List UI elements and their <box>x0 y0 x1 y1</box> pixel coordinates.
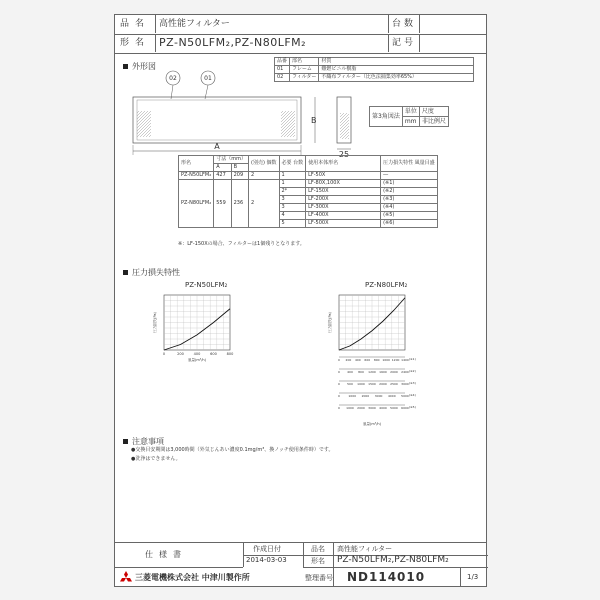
x-axis-label: 風量(m³/h) <box>363 422 381 426</box>
dim-depth-label: 25 <box>338 150 350 159</box>
dim-cell: (※5) <box>381 212 438 220</box>
scale-tick-label: 5000 <box>390 406 398 410</box>
model-value: PZ-N50LFM₂,PZ-N80LFM₂ <box>159 36 307 49</box>
dim-cell: 2* <box>279 188 306 196</box>
dim-cell: 236 <box>231 180 248 228</box>
dim-cell: LF-300X <box>306 204 381 212</box>
scale-tick-label: 0 <box>338 406 340 410</box>
spec-sheet <box>114 14 487 587</box>
dim-cell: 2 <box>249 172 280 180</box>
x-tick-label: 400 <box>193 352 201 356</box>
sign-label: 記号 <box>388 34 420 52</box>
note-line: ●洗浄はできません。 <box>131 456 181 462</box>
scale-tick-label: 1600 <box>379 370 387 374</box>
scale-tick-label: 600 <box>364 358 371 362</box>
scale-tick-label: 400 <box>347 370 353 374</box>
dim-cell: 4 <box>279 212 306 220</box>
pressure-heading <box>123 267 180 278</box>
scale-tick-label: 500 <box>347 382 353 386</box>
dim-cell: 1 <box>279 172 306 180</box>
date-value: 2014-03-03 <box>246 556 287 564</box>
spec-label: 仕様書 <box>145 550 187 559</box>
parts-cell: 難燃ビニル樹脂 <box>319 66 474 74</box>
scale-tick-label: 2000 <box>361 394 370 398</box>
scale-tick-label: 4000 <box>387 394 396 398</box>
scale-tick-label: 4000 <box>379 406 387 410</box>
outline-title: 外形図 <box>132 62 156 71</box>
dim-cell: (※6) <box>381 220 438 228</box>
scale-tick-label: 400 <box>354 358 361 362</box>
dim-a-label: A <box>214 142 220 151</box>
scale-tick-label: 3000 <box>401 382 409 386</box>
dim-b-label: B <box>311 116 317 125</box>
mitsubishi-logo-icon <box>119 571 133 584</box>
y-axis-label: 圧力損失(Pa) <box>153 312 157 333</box>
table-note: ※：LF-150Xの場合、フィルターは1個残りとなります。 <box>178 241 305 247</box>
scale-tick-label: 800 <box>373 358 380 362</box>
scale-tag: (※1) <box>409 357 416 361</box>
dim-cell: PZ-N80LFM₂ <box>179 180 214 228</box>
scale-tick-label: 0 <box>338 394 340 398</box>
dim-cell: 1 <box>279 180 306 188</box>
dim-cell: 209 <box>231 172 248 180</box>
parts-header: 部名 <box>290 58 319 66</box>
name-label: 品名 <box>115 15 156 33</box>
dim-cell: (※3) <box>381 196 438 204</box>
scale-tick-label: 800 <box>358 370 364 374</box>
scale-tick-label: 2000 <box>379 382 387 386</box>
ref-value: ND114010 <box>347 570 426 584</box>
model-label: 形名 <box>115 34 156 52</box>
parts-cell: 02 <box>275 74 290 82</box>
dim-header: 寸法（mm） <box>214 156 249 164</box>
scale-tick-label: 1200 <box>391 358 400 362</box>
dim-cell: 3 <box>279 204 306 212</box>
dim-cell: LF-80X,100X <box>306 180 381 188</box>
dim-header: B <box>231 164 248 172</box>
y-axis-label: 圧力損失(Pa) <box>328 312 332 333</box>
scale-tag: (※4) <box>409 393 416 397</box>
dim-cell: 559 <box>214 180 231 228</box>
scale-tick-label: 0 <box>338 358 340 362</box>
dim-header: 形名 <box>179 156 214 172</box>
dim-cell: PZ-N50LFM₂ <box>179 172 214 180</box>
dim-header: 圧力損失特性 風量目盛 <box>381 156 438 172</box>
scale-tick-label: 2400 <box>401 370 409 374</box>
plot-area <box>339 295 405 350</box>
scale-tick-label: 2000 <box>357 406 365 410</box>
x-tick-label: 200 <box>177 352 184 356</box>
scale-value: 非比例尺 <box>419 117 448 127</box>
footer-model-value: PZ-N50LFM₂,PZ-N80LFM₂ <box>337 555 449 565</box>
dim-cell: 427 <box>214 172 231 180</box>
dim-cell: LF-150X <box>306 188 381 196</box>
parts-cell: フレーム <box>290 66 319 74</box>
scale-tag: (※5) <box>409 405 416 409</box>
ref-label: 整理番号 <box>305 574 333 582</box>
unit-value: mm <box>402 117 419 127</box>
dim-cell: LF-200X <box>306 196 381 204</box>
dim-cell: (※4) <box>381 204 438 212</box>
name-row <box>115 15 486 35</box>
scale-tick-label: 200 <box>345 358 352 362</box>
dimension-table <box>178 155 438 228</box>
scale-tick-label: 5000 <box>401 394 409 398</box>
bullet-square-icon <box>123 439 128 444</box>
footer-block <box>115 542 486 586</box>
scale-tick-label: 1400 <box>401 358 409 362</box>
scale-label: 尺度 <box>419 107 448 117</box>
chart2-svg <box>325 291 435 431</box>
scale-tick-label: 6000 <box>401 406 409 410</box>
parts-cell: 不織布フィルター（比色法捕集効率65%） <box>319 74 474 82</box>
scale-tick-label: 1500 <box>368 382 376 386</box>
dim-header: 使用本体形名 <box>306 156 381 172</box>
scale-tick-label: 3000 <box>368 406 376 410</box>
unit-label: 単位 <box>402 107 419 117</box>
footer-model-label: 形名 <box>311 557 325 565</box>
x-axis-label: 風量(m³/h) <box>188 358 206 362</box>
projection-method: 第3角図法 <box>370 107 403 127</box>
unit-table <box>369 106 449 127</box>
scale-tick-label: 1000 <box>348 394 357 398</box>
dim-cell: ― <box>381 172 438 180</box>
scale-tag: (※3) <box>409 381 416 385</box>
dim-cell: LF-50X <box>306 172 381 180</box>
scale-tick-label: 2500 <box>390 382 398 386</box>
notes-title: 注意事項 <box>132 437 164 446</box>
parts-header: 品番 <box>275 58 290 66</box>
title-block <box>115 15 486 54</box>
x-tick-label: 0 <box>162 352 166 356</box>
chart1-svg <box>150 291 240 371</box>
callout-02: 02 <box>169 75 177 82</box>
name-value: 高性能フィルター <box>159 19 230 29</box>
scale-tick-label: 0 <box>338 370 340 374</box>
dim-cell: 5 <box>279 220 306 228</box>
scale-tag: (※2) <box>409 369 416 373</box>
dim-cell: 3 <box>279 196 306 204</box>
pressure-title: 圧力損失特性 <box>132 268 180 277</box>
date-label: 作成日付 <box>253 545 281 553</box>
dim-cell: LF-500X <box>306 220 381 228</box>
page-number: 1/3 <box>467 573 479 581</box>
footer-name-value: 高性能フィルター <box>337 545 393 553</box>
scale-tick-label: 1000 <box>382 358 390 362</box>
dim-cell: (※2) <box>381 188 438 196</box>
company-name: 三菱電機株式会社 中津川製作所 <box>135 573 250 582</box>
parts-cell: 01 <box>275 66 290 74</box>
chart1-title: PZ-N50LFM₂ <box>185 281 228 289</box>
scale-tick-label: 3000 <box>374 394 383 398</box>
plot-area <box>164 295 230 350</box>
note-line: ●交換目安期間は3,000時間（外気じんあい濃度0.1mg/m³、換ノッチ使用条件時）です。 <box>131 447 334 453</box>
bullet-square-icon <box>123 270 128 275</box>
dim-header: (別売) 個数 <box>249 156 280 172</box>
dim-header: 必要 台数 <box>279 156 306 172</box>
scale-tick-label: 1000 <box>346 406 354 410</box>
parts-header: 材質 <box>319 58 474 66</box>
x-tick-label: 600 <box>210 352 217 356</box>
x-tick-label: 800 <box>226 352 234 356</box>
scale-tick-label: 1200 <box>368 370 376 374</box>
scale-tick-label: 2000 <box>390 370 398 374</box>
scale-tick-label: 0 <box>338 382 340 386</box>
model-row <box>115 34 486 53</box>
dim-header: A <box>214 164 231 172</box>
qty-label: 台数 <box>388 15 420 33</box>
scale-tick-label: 1000 <box>357 382 365 386</box>
callout-01: 01 <box>204 75 212 82</box>
dim-cell: (※1) <box>381 180 438 188</box>
parts-cell: フィルター <box>290 74 319 82</box>
dim-cell: 2 <box>249 180 280 228</box>
notes-list <box>131 446 334 464</box>
footer-name-label: 品名 <box>311 545 325 553</box>
chart2-title: PZ-N80LFM₂ <box>365 281 408 289</box>
dim-cell: LF-400X <box>306 212 381 220</box>
